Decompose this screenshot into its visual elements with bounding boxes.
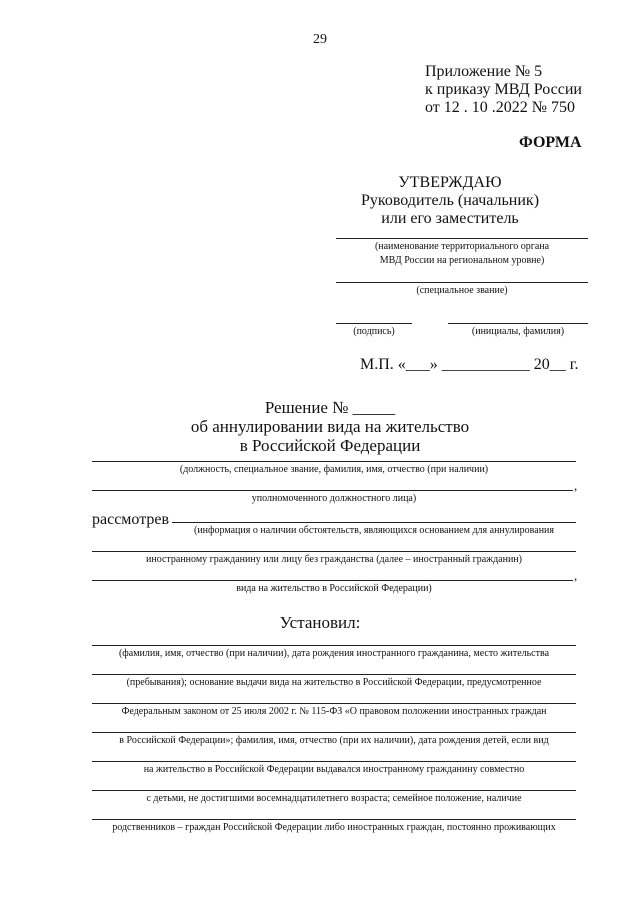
- established-heading: Установил:: [279, 613, 361, 632]
- established-caption-3: Федеральным законом от 25 июля 2002 г. № 115-ФЗ «О правовом положении иностранных граждан: [121, 706, 547, 717]
- established-caption-4: в Российской Федерации»; фамилия, имя, отчество (при их наличии), дата рождения детей, если вид: [119, 735, 549, 746]
- initials-field[interactable]: [448, 323, 588, 324]
- established-caption-2: (пребывания); основание выдачи вида на жительство в Российской Федерации, предусмотренное: [126, 677, 542, 688]
- official-field-2[interactable]: [92, 490, 573, 491]
- caption-info-2: иностранному гражданину или лицу без гражданства (далее – иностранный гражданин): [146, 554, 522, 565]
- decision-line-3: в Российской Федерации: [239, 436, 421, 455]
- caption-org-2: МВД России на региональном уровне): [379, 255, 545, 266]
- established-field-4[interactable]: [92, 732, 576, 733]
- caption-initials: (инициалы, фамилия): [471, 326, 565, 337]
- caption-signature: (подпись): [353, 326, 395, 337]
- page-number: 29: [313, 32, 327, 47]
- caption-info-1: (информация о наличии обстоятельств, являющихся основанием для аннулирования: [193, 525, 555, 536]
- appendix-line-1: Приложение № 5: [425, 63, 543, 80]
- established-caption-5: на жительство в Российской Федерации выдавался иностранному гражданину совместно: [143, 764, 525, 775]
- caption-official-2: уполномоченного должностного лица): [251, 493, 417, 504]
- established-caption-1: (фамилия, имя, отчество (при наличии), дата рождения иностранного гражданина, место жительства: [118, 648, 550, 659]
- established-field-5[interactable]: [92, 761, 576, 762]
- appendix-line-3: от 12 . 10 .2022 № 750: [425, 99, 576, 116]
- signature-field[interactable]: [336, 323, 412, 324]
- appendix-reference: [425, 63, 582, 117]
- established-caption-6: с детьми, не достигшими восемнадцатилетнего возраста; семейное положение, наличие: [146, 793, 522, 804]
- approval-block: [320, 174, 580, 228]
- decision-title: [160, 398, 500, 455]
- decision-line-2: об аннулировании вида на жительство: [190, 417, 470, 436]
- caption-rank: (специальное звание): [416, 285, 508, 296]
- established-field-6[interactable]: [92, 790, 576, 791]
- established-field-2[interactable]: [92, 674, 576, 675]
- established-caption-7: родственников – граждан Российской Федерации либо иностранных граждан, постоянно проживающих: [112, 822, 556, 833]
- decision-line-1: Решение № _____: [264, 398, 396, 417]
- appendix-line-2: к приказу МВД России: [425, 81, 582, 98]
- approval-heading: УТВЕРЖДАЮ: [398, 174, 502, 191]
- seal-date-line: М.П. «___» ___________ 20__ г.: [360, 356, 579, 373]
- form-title: ФОРМА: [519, 134, 582, 151]
- considered-label: рассмотрев: [92, 511, 170, 528]
- established-field-7[interactable]: [92, 819, 576, 820]
- caption-official-1: (должность, специальное звание, фамилия, имя, отчество (при наличии): [179, 464, 489, 475]
- approval-line-2: или его заместитель: [381, 210, 519, 227]
- info-field-2[interactable]: [92, 551, 576, 552]
- rank-field[interactable]: [336, 282, 588, 283]
- org-name-field[interactable]: [336, 238, 588, 239]
- info-field-1[interactable]: [172, 522, 576, 523]
- established-field-1[interactable]: [92, 645, 576, 646]
- info-field-3[interactable]: [92, 580, 573, 581]
- caption-info-3: вида на жительство в Российской Федерации): [236, 583, 432, 594]
- approval-line-1: Руководитель (начальник): [360, 192, 540, 209]
- established-field-3[interactable]: [92, 703, 576, 704]
- official-field-1[interactable]: [92, 461, 576, 462]
- caption-org-1: (наименование территориального органа: [374, 241, 550, 252]
